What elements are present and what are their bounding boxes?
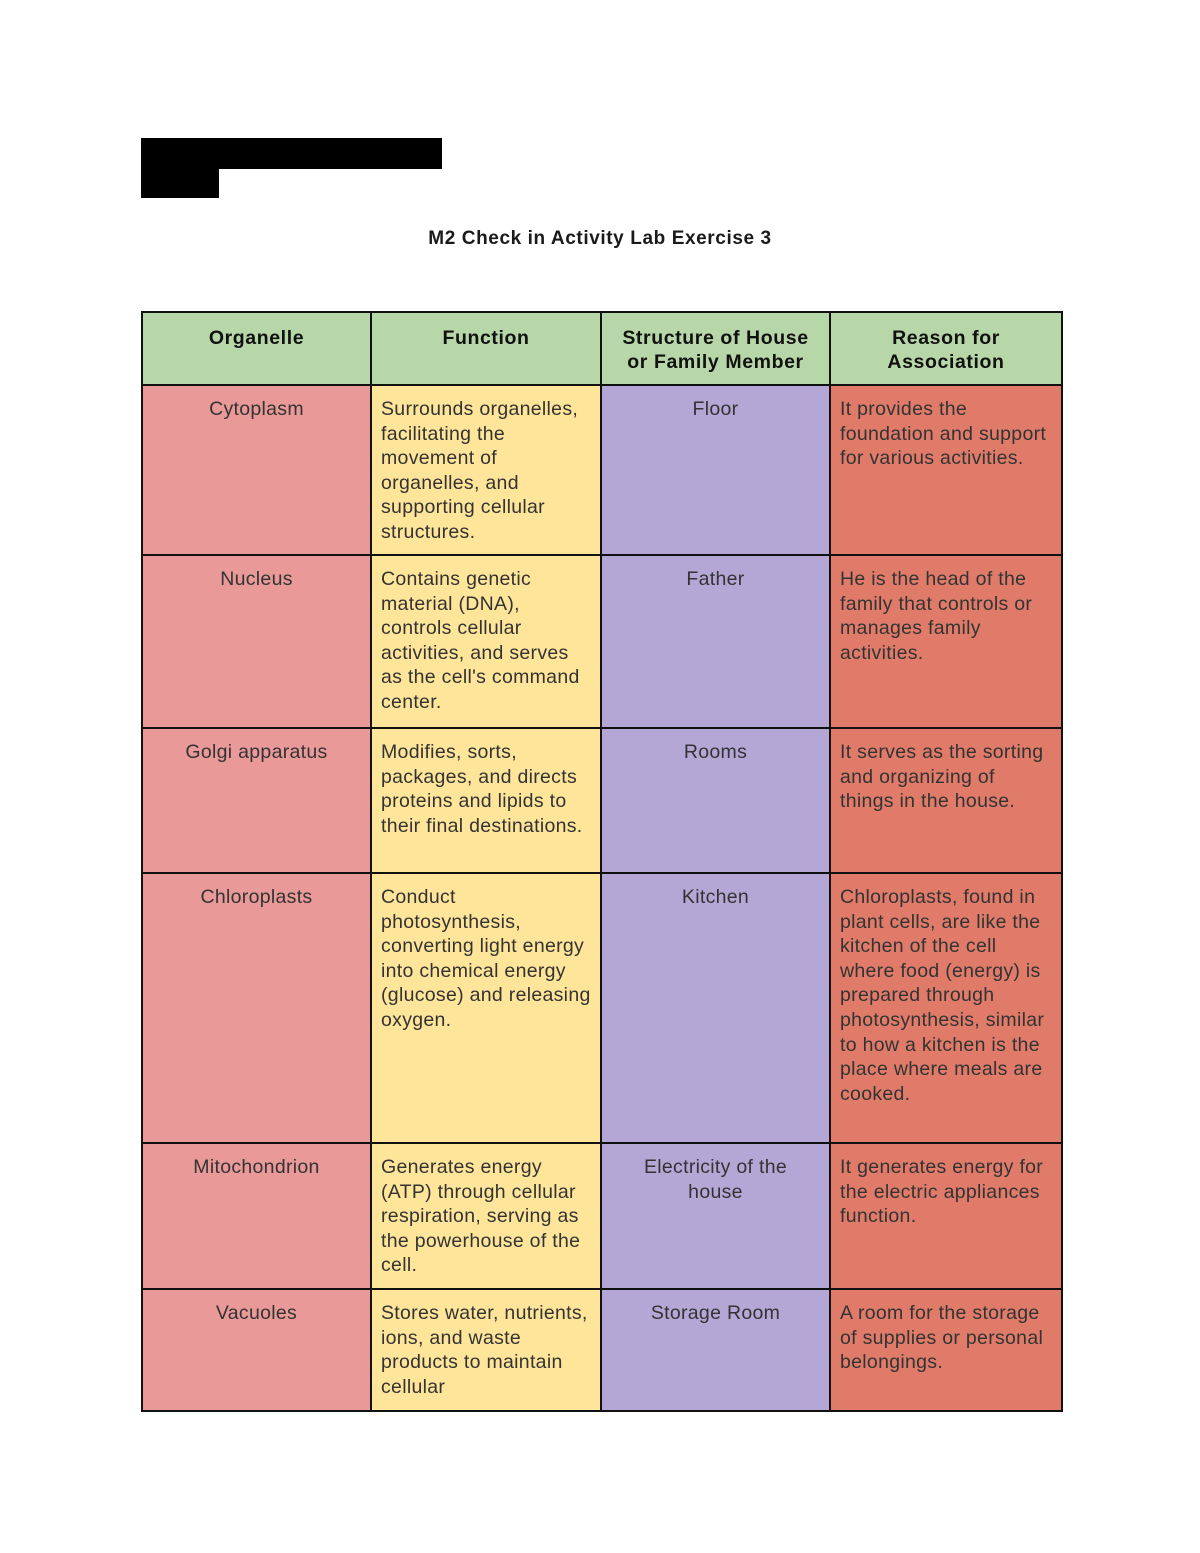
cell-organelle: Cytoplasm (142, 385, 371, 555)
header-organelle: Organelle (142, 312, 371, 385)
table-row (142, 385, 1062, 555)
table-header-row (142, 312, 1062, 385)
table-row (142, 873, 1062, 1143)
cell-function: Modifies, sorts, packages, and directs proteins and lipids to their final destinations. (371, 728, 601, 873)
cell-structure: Floor (601, 385, 830, 555)
header-function: Function (371, 312, 601, 385)
cell-reason: Chloroplasts, found in plant cells, are like the kitchen of the cell where food (energy) is prepared through photosynthesis, similar to how a kitchen is the place where meals are cooked. (830, 873, 1062, 1143)
organelle-association-table (141, 311, 1063, 1412)
cell-reason: It provides the foundation and support for various activities. (830, 385, 1062, 555)
cell-reason: A room for the storage of supplies or personal belongings. (830, 1289, 1062, 1411)
cell-function: Generates energy (ATP) through cellular respiration, serving as the powerhouse of the cell. (371, 1143, 601, 1289)
cell-function: Surrounds organelles, facilitating the movement of organelles, and supporting cellular structures. (371, 385, 601, 555)
cell-function: Stores water, nutrients, ions, and waste products to maintain cellular (371, 1289, 601, 1411)
cell-organelle: Chloroplasts (142, 873, 371, 1143)
redacted-name-block (141, 138, 442, 169)
cell-function: Contains genetic material (DNA), controls cellular activities, and serves as the cell's command center. (371, 555, 601, 728)
cell-structure: Storage Room (601, 1289, 830, 1411)
cell-reason: It serves as the sorting and organizing of things in the house. (830, 728, 1062, 873)
cell-organelle: Vacuoles (142, 1289, 371, 1411)
table-row (142, 1143, 1062, 1289)
cell-structure: Rooms (601, 728, 830, 873)
cell-structure: Electricity of the house (601, 1143, 830, 1289)
cell-structure: Father (601, 555, 830, 728)
cell-reason: It generates energy for the electric appliances function. (830, 1143, 1062, 1289)
header-structure: Structure of House or Family Member (601, 312, 830, 385)
cell-organelle: Nucleus (142, 555, 371, 728)
cell-structure: Kitchen (601, 873, 830, 1143)
table-row (142, 555, 1062, 728)
cell-reason: He is the head of the family that controls or manages family activities. (830, 555, 1062, 728)
header-reason: Reason for Association (830, 312, 1062, 385)
table-row (142, 1289, 1062, 1411)
cell-organelle: Mitochondrion (142, 1143, 371, 1289)
document-title: M2 Check in Activity Lab Exercise 3 (428, 228, 772, 249)
redacted-name-block-lower (141, 168, 219, 198)
cell-organelle: Golgi apparatus (142, 728, 371, 873)
cell-function: Conduct photosynthesis, converting light energy into chemical energy (glucose) and releasing oxygen. (371, 873, 601, 1143)
table-row (142, 728, 1062, 873)
